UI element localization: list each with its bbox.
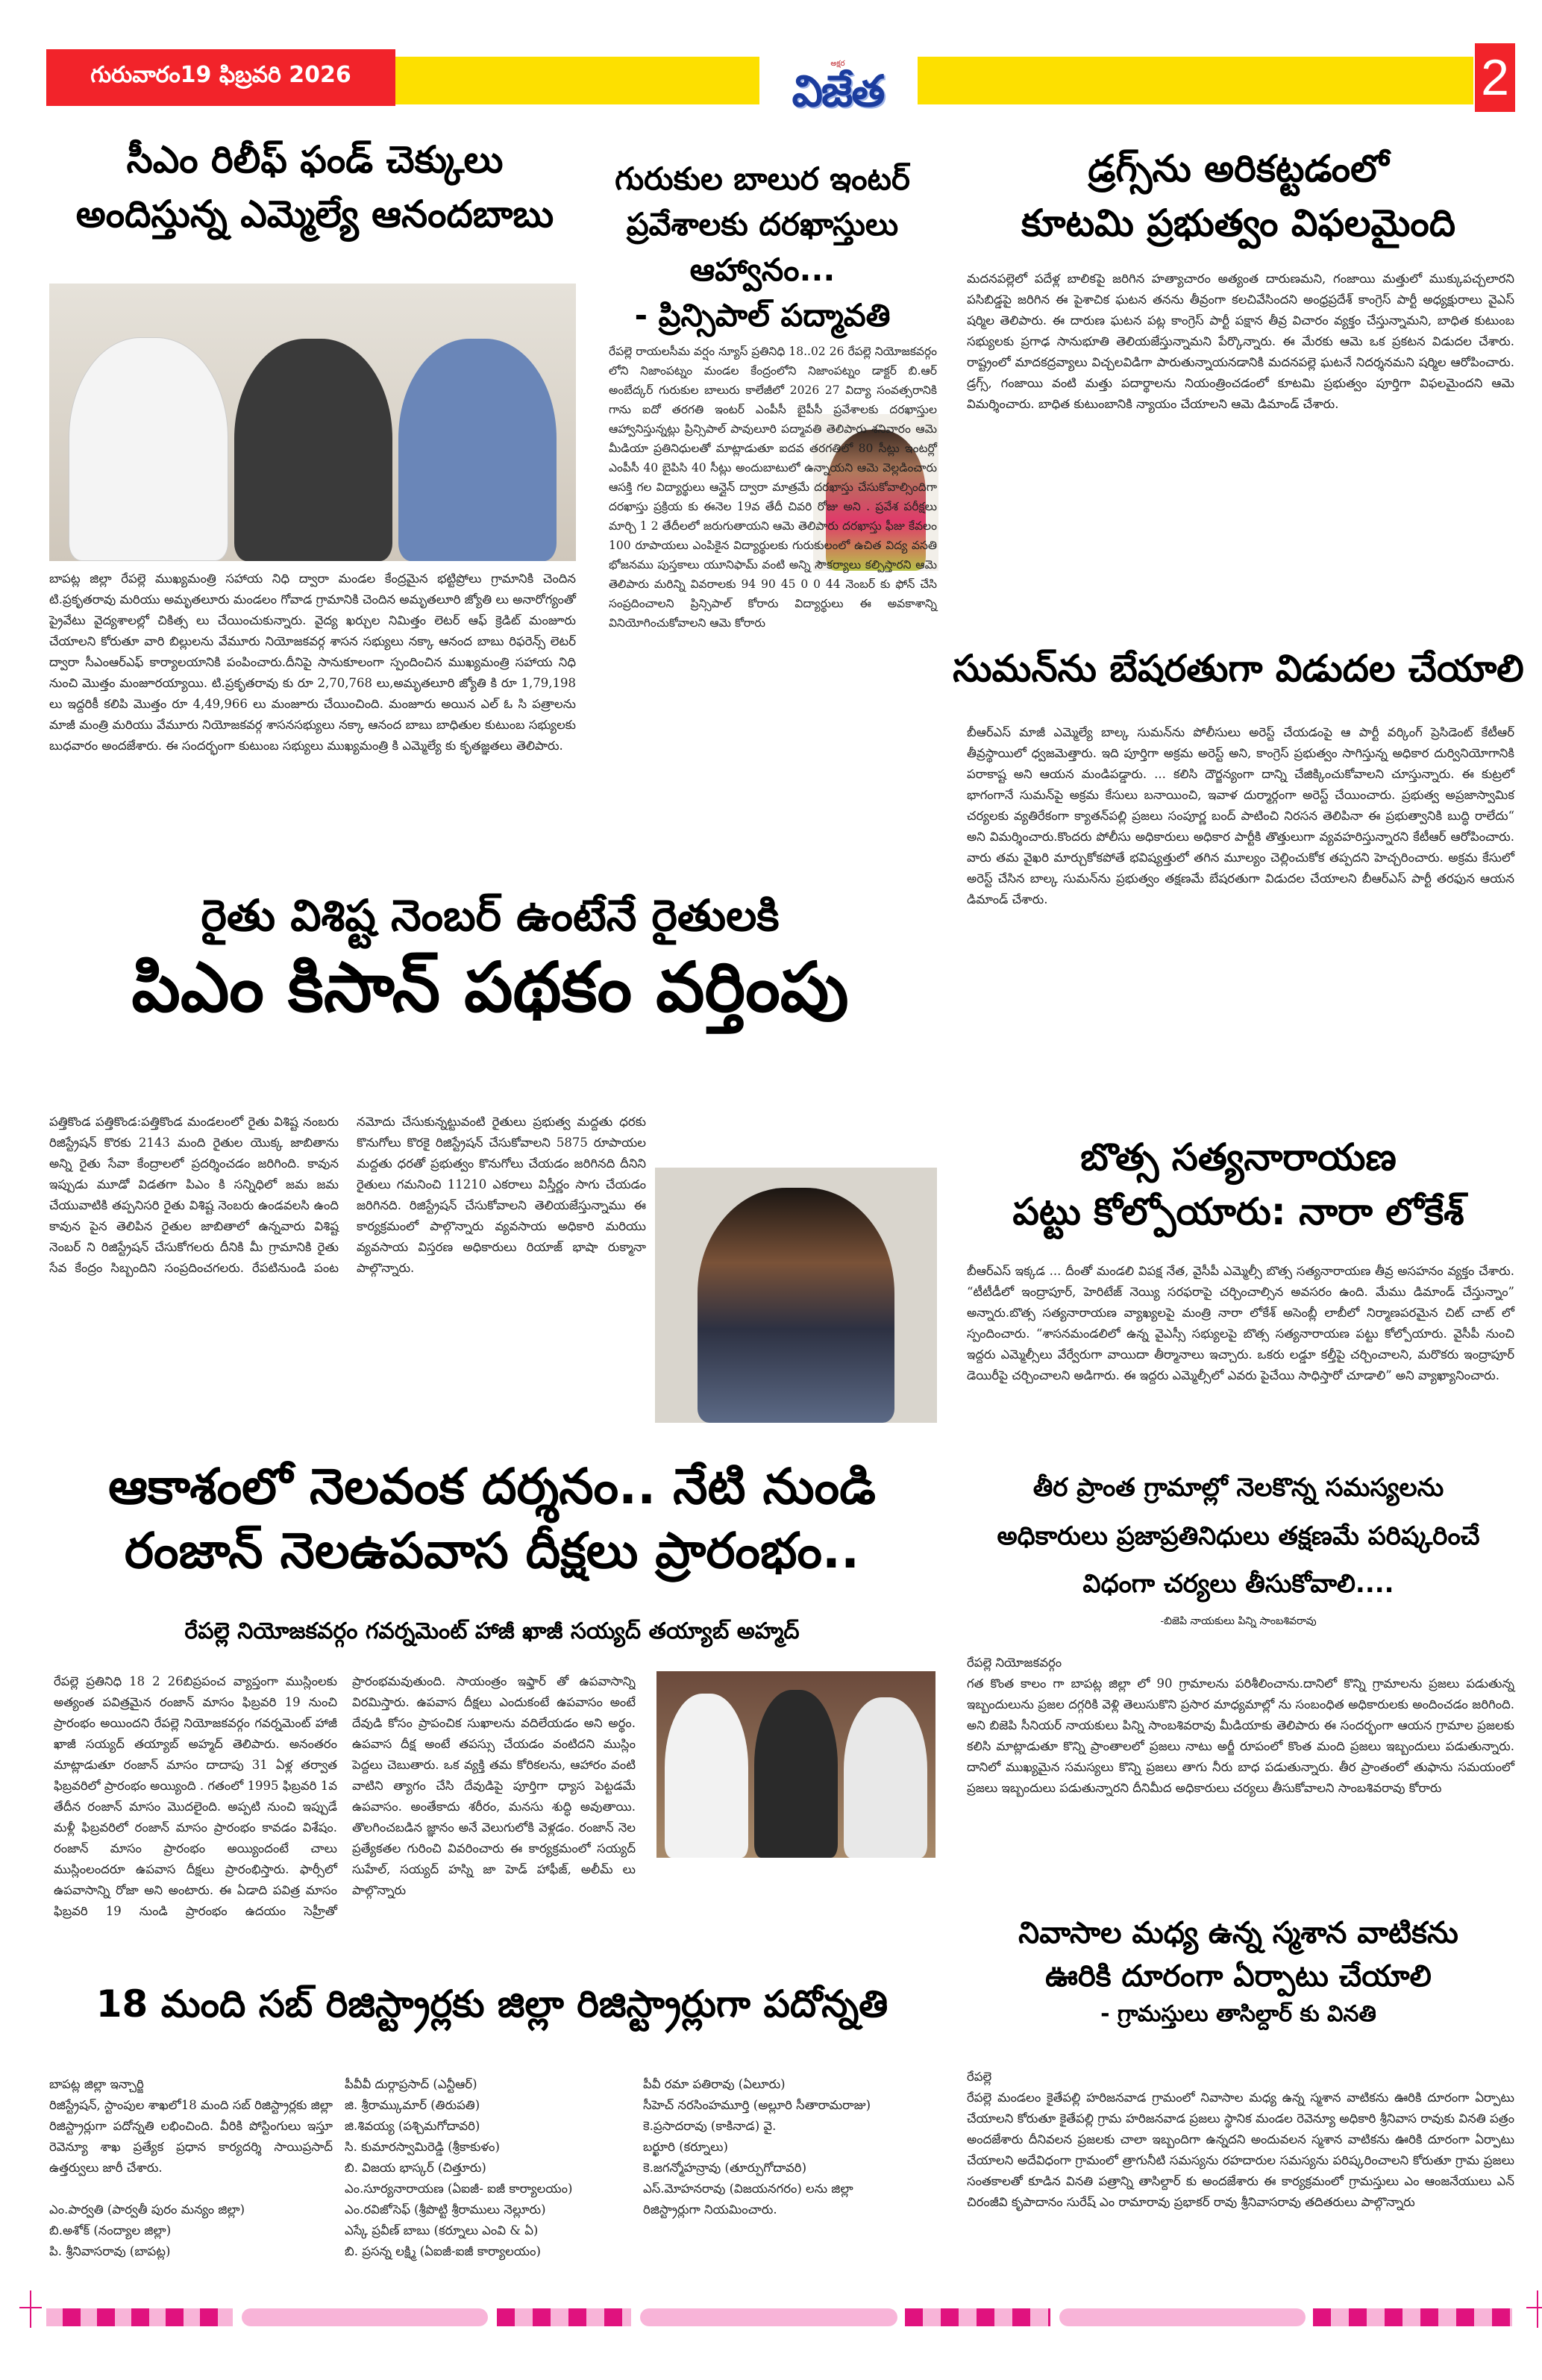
headline-line: ఆహ్వానం... (689, 251, 836, 288)
registrars-list-col1 (49, 2199, 333, 2262)
footer-decoration-bar (46, 2308, 1512, 2326)
list-item: పీవీ రమా పతిరావు (ఏలూరు) (643, 2077, 786, 2091)
ramzan-body (54, 1671, 636, 1951)
suman-headline: సుమన్‌ను బేషరతుగా విడుదల చేయాలి (953, 647, 1524, 690)
headline-line: తీర ప్రాంత గ్రామాల్లో నెలకొన్న సమస్యలను (1032, 1473, 1444, 1503)
article-text: బీఆర్ఎస్ మాజీ ఎమ్మెల్యే బాల్క సుమన్‌ను పోలీసులు అరెస్ట్ చేయడంపై ఆ పార్టీ వర్కింగ్ ప్రెసిడెంట్ కేటీఆర్ తీవ్రస్థాయిలో ధ్వజమెత్తారు. ఇది పూర్తిగా అక్రమ అరెస్ట్ అని, కాంగ్రెస్ ప్రభుత్వం సాగిస్తున్న అధికార దుర్వినియోగానికి పరాకాష్ట అని ఆయన మండిపడ్డారు. ... కలిసి దౌర్జన్యంగా దాన్ని చేజిక్కించుకోవాలని చూస్తున్నారు. ఈ కుట్రలో భాగంగానే సుమన్‌పై అక్రమ కేసులు బనాయించి, ఇవాళ దుర్మార్గంగా అరెస్ట్ చేయించారు. ప్రభుత్వ అప్రజాస్వామిక చర్యలకు వ్యతిరేకంగా క్యాతన్‌పల్లి ప్రజలు సంపూర్ణ బంద్ పాటించి నిరసన తెలిపినా ఈ ప్రభుత్వానికి బుద్ధి రాలేదు“ అని విమర్శించారు.కొందరు పోలీసు అధికారులు అధికార పార్టీకి తొత్తులుగా వ్యవహరిస్తున్నారని కేటీఆర్ ఆరోపించారు. వారు తమ వైఖరి మార్చుకోకపోతే భవిష్యత్తులో తగిన మూల్యం చెల్లించుకోక తప్పదని హెచ్చరించారు. అక్రమ కేసులో అరెస్ట్ చేసిన బాల్క సుమన్‌ను ప్రభుత్వం తక్షణమే బేషరతుగా విడుదల చేయాలని బీఆర్ఎస్ పార్టీ తరఫున ఆయన డిమాండ్ చేశారు. (967, 725, 1514, 906)
article-text: రేపల్లె రాయలసీమ వర్షం న్యూస్ ప్రతినిధి 18..02 26 రేపల్లె నియోజకవర్గం లోని నిజాంపట్నం మండల కేంద్రంలోని నిజాంపట్నం డాక్టర్ బి.ఆర్ అంబేద్కర్ గురుకుల బాలురు కాలేజీలో 2026 27 విద్యా సంవత్సరానికి గాను ఐదో తరగతి ఇంటర్ ఎంపీసీ బైపీసీ ప్రవేశాలకు దరఖాస్తుల ఆహ్వానిస్తున్నట్లు ప్రిన్సిపాల్ పావులూరి పద్మావతి తెలిపారు శనివారం ఆమె మీడియా ప్రతినిధులతో మాట్లాడుతూ ఐదవ తరగతిలో 80 సీట్లు ఇంటర్లో ఎంపీసీ 40 బైపిసి 40 సీట్లు అందుబాటులో ఉన్నాయని ఆమె వెల్లడించారు ఆసక్తి గల విద్యార్థులు ఆన్లైన్ ద్వారా మాత్రమే దరఖాస్తు చేసుకోవాల్సిందిగా దరఖాస్తు ప్రక్రియ కు ఈనెల 19వ తేదీ చివరి రోజు అని . ప్రవేశ పరీక్షలు మార్చి 1 2 తేదీలలో జరుగుతాయని ఆమె తెలిపారు దరఖాస్తు ఫీజు కేవలం 100 రూపాయలు ఎంపికైన విద్యార్థులకు గురుకులంలో ఉచిత విద్య వసతి భోజనము పుస్తకాలు యూనిఫామ్ వంటి అన్ని సౌకర్యాలు కల్పిస్తారని ఆమె తెలిపారు మరిన్ని వివరాలకు 94 90 45 0 0 44 నెంబర్ కు ఫోన్ చేసి సంప్రదించాలని ప్రిన్సిపాల్ కోరారు విద్యార్థులు ఈ అవకాశాన్ని వినియోగించుకోవాలని ఆమె కోరారు (609, 345, 937, 630)
coastal-body (967, 1653, 1514, 1799)
list-item: సి. కుమారస్వామిరెడ్డి (శ్రీకాకుళం) (345, 2140, 500, 2154)
list-item: పీవీవీ దుర్గాప్రసాద్ (ఎన్టీఆర్) (345, 2077, 477, 2091)
cremation-body (967, 2067, 1514, 2213)
issue-date: గురువారం19 ఫిబ్రవరి 2026 (46, 49, 395, 106)
headline-line: అందిస్తున్న ఎమ్మెల్యే ఆనందబాబు (75, 192, 554, 236)
logo-title: విజేత (792, 66, 884, 116)
list-item: రిజిస్ట్రార్లుగా నియమించారు. (643, 2202, 777, 2217)
cm-relief-body (49, 569, 576, 757)
list-item: ఎస్.మోహనరావు (విజయనగరం) లను జిల్లా (643, 2182, 853, 2196)
headline-line: డ్రగ్స్‌ను అరికట్టడంలో (1088, 147, 1389, 190)
headline-line: నివాసాల మధ్య ఉన్న స్మశాన వాటికను (1018, 1916, 1458, 1950)
headline-line: గురుకుల బాలుర ఇంటర్ (615, 160, 910, 197)
masthead-bar-right (918, 57, 1473, 104)
headline-line: కూటమి ప్రభుత్వం విఫలమైంది (1021, 201, 1456, 245)
list-item: బి. విజయ భాస్కర్ (చిత్తూరు) (345, 2161, 486, 2175)
ramzan-subheadline: రేపల్లె నియోజకవర్గం గవర్నమెంట్ హాజీ ఖాజీ సయ్యద్ తయ్యాబ్ అహ్మద్ (184, 1618, 800, 1644)
headline-line: రైతు విశిష్ట నెంబర్ ఉంటేనే రైతులకి (201, 890, 780, 941)
pm-kisan-photo (655, 1168, 937, 1423)
list-item: బి.అశోక్ (నంద్యాల జిల్లా) (49, 2223, 172, 2237)
headline-line: సీఎం రిలీఫ్ ఫండ్ చెక్కులు (126, 138, 504, 181)
registrars-list-col3 (643, 2074, 934, 2220)
list-item: జి. శ్రీరామ్కుమార్ (తిరుపతి) (345, 2098, 480, 2112)
headline-line: రంజాన్ నెలఉపవాస దీక్షలు ప్రారంభం.. (124, 1521, 860, 1579)
crop-mark-left (30, 2290, 31, 2328)
list-item: కె.జగన్మోహన్రావు (తూర్పుగోదావరి) (643, 2161, 807, 2175)
list-item: ఎం.రవిజోసెఫ్ (శ్రీపొట్టి శ్రీరాములు నెల్లూరు) (345, 2202, 546, 2217)
article-text: రిజిస్ట్రేషన్, స్టాంపుల శాఖలో18 మంది సబ్ రిజిస్ట్రార్లకు జిల్లా రిజిస్ట్రార్లుగా పదోన్నతి లభించింది. వీరికి పోస్టింగులు ఇస్తూ రెవెన్యూ శాఖ ప్రత్యేక ప్రధాన కార్యదర్శి సాయిప్రసాద్ ఉత్తర్వులు జారీ చేశారు. (49, 2098, 333, 2175)
headline-line: - గ్రామస్తులు తాసిల్దార్ కు వినతి (1100, 2001, 1376, 2027)
registrars-headline: 18 మంది సబ్ రిజిస్ట్రార్లకు జిల్లా రిజిస్ట్రార్లుగా పదోన్నతి (95, 1982, 888, 2026)
botsa-body (967, 1261, 1514, 1386)
list-item: జి.శివయ్య (పశ్చిమగోదావరి) (345, 2119, 480, 2133)
cm-relief-photo (49, 284, 576, 561)
drugs-headline (947, 142, 1529, 250)
dateline: రేపల్లె నియోజకవర్గం (967, 1656, 1062, 1670)
ramzan-photo (656, 1671, 935, 1858)
cm-relief-headline (46, 133, 583, 241)
dateline: బాపట్ల జిల్లా ఇన్చార్జి (49, 2077, 144, 2091)
headline-line: బొత్స సత్యనారాయణ (1080, 1136, 1397, 1179)
newspaper-logo (759, 52, 916, 119)
masthead-bar-left (395, 57, 759, 104)
article-text: పత్తికొండ పత్తికొండ:పత్తికొండ మండలంలో రైతు విశిష్ట నంబరు రిజిస్ట్రేషన్ కొరకు 2143 మంది రైతుల యొక్క జాబితాను అన్ని రైతు సేవా కేంద్రాలలో ప్రదర్శించడం జరిగింది. కావున ఇప్పుడు మూడో విడతగా పిఎం కి సన్నిధిలో జమ జమ చేయువాటికి తప్పనిసరి రైతు విశిష్ట నెంబరు ఉండవలసి ఉంది కావున పైన తెలిపిన రైతుల జాబితాలో ఉన్నవారు విశిష్ట నెంబర్ ని రిజిస్ట్రేషన్ చేసుకోగలరు దీనికి మీ గ్రామానికి రైతు సేవ కేంద్రం సిబ్బందిని సంప్రదించగలరు. రేపటినుండి పంట నమోదు చేసుకున్నట్టువంటి రైతులు ప్రభుత్వ మద్దతు ధరకు కొనుగోలు కొరకై రిజిస్ట్రేషన్ చేసుకోవాలని 5875 రూపాయల మద్దతు ధరతో ప్రభుత్వం కొనుగోలు చేయడం జరిగినది దీనిని రైతులు గమనించి 11210 ఎకరాలు విస్తీర్ణం సాగు చేయడం జరిగినది. రిజిస్ట్రేషన్ చేసుకోవాలని తెలియజేస్తున్నాము ఈ కార్యక్రమంలో పాల్గొన్నారు వ్యవసాయ అధికారి మరియు వ్యవసాయ విస్తరణ అధికారులు రియాజ్ భాషా రుక్మానా పాల్గొన్నారు. (49, 1115, 646, 1275)
headline-line: పట్టు కోల్పోయారు: నారా లోకేశ్ (1012, 1189, 1464, 1233)
coastal-byline: -బిజెపి నాయకులు పిన్ని సాంబశివరావు (1160, 1615, 1317, 1627)
dateline: రేపల్లె (967, 2070, 992, 2084)
page-number: 2 (1475, 43, 1515, 112)
list-item: కె.ప్రసాదరావు (కాకినాడ) వై. (643, 2119, 777, 2133)
logo-tagline: అక్షర (830, 60, 845, 68)
article-text: బాపట్ల జిల్లా రేపల్లె ముఖ్యమంత్రి సహాయ నిధి ద్వారా మండల కేంద్రమైన భట్టిప్రోలు గ్రామానికి చెందిన టి.ప్రకృతరావు మరియు అమృతలూరు మండలం గోవాడ గ్రామానికి చెందిన అమృతలూరి జ్యోతి లు అనారోగ్యంతో ప్రైవేటు వైద్యశాలల్లో చికిత్స లు చేయించుకున్నారు. వైద్య ఖర్చుల నిమిత్తం లెటర్ ఆఫ్ క్రెడిట్ మంజూరు చేయాలని కోరుతూ వారి బిల్లులను వేమూరు నియోజకవర్గ శాసన సభ్యులు నక్కా ఆనంద బాబు రిఫరెన్స్ లెటర్ ద్వారా సీఎంఆర్ఎఫ్ కార్యాలయానికి పంపించారు.దీనిపై సానుకూలంగా స్పందించిన ముఖ్యమంత్రి సహాయ నిధి నుంచి మొత్తం మంజూరయ్యాయి. టి.ప్రకృతరావు కు రూ 2,70,768 లు,అమృతలూరి జ్యోతి కి రూ 1,79,198 లు ఇద్దరికీ కలిపి మొత్తం రూ 4,49,966 లు మంజూరు చేయించింది. మంజూరు అయిన ఎల్ ఓ సి పత్రాలను మాజీ మంత్రి మరియు వేమూరు నియోజకవర్గ శాసనసభ్యులు నక్కా ఆనంద బాబు బాధితుల కుటుంబ సభ్యులకు బుధవారం అందజేశారు. ఈ సందర్భంగా కుటుంబ సభ్యులు ముఖ్యమంత్రి కి ఎమ్మెల్యే కు కృతజ్ఞతలు తెలిపారు. (49, 571, 576, 753)
headline-line: - ప్రిన్సిపాల్ పద్మావతి (634, 296, 891, 333)
coastal-headline (947, 1464, 1529, 1609)
list-item: బర్ఖూరి (కర్నూలు) (643, 2140, 728, 2154)
botsa-headline (947, 1130, 1529, 1238)
crop-mark-right (1537, 2290, 1538, 2328)
ramzan-headline (46, 1455, 938, 1583)
list-item: ఎం.సూర్యనారాయణ (ఏఐజీ- ఐజీ కార్యాలయం) (345, 2182, 573, 2196)
gurukula-body (609, 342, 937, 633)
list-item: ఎస్కే ప్రవీణ్ బాబు (కర్నూలు ఎంవి & ఏ) (345, 2223, 539, 2237)
headline-line: విధంగా చర్యలు తీసుకోవాలి.... (1082, 1569, 1394, 1600)
registrars-intro (49, 2074, 333, 2179)
article-text: రేపల్లె మండలం కైతేపల్లి హరిజనవాడ గ్రామంలో నివాసాల మధ్య ఉన్న స్మశాన వాటికను ఊరికి దూరంగా ఏర్పాటు చేయాలని కోరుతూ కైతేపల్లి గ్రామ హరిజనవాడ ప్రజలు స్థానిక మండల రెవెన్యూ అధికారి శ్రీనివాస రావుకు వినతి పత్రం అందజేశారు దీనివలన ప్రజలకు చాలా ఇబ్బందిగా ఉన్నదని అందువలన స్మశాన వాటికను ఊరికి దూరంగా ఏర్పాటు చేయాలని అదేవిధంగా గ్రామంలో త్రాగునీటి సమస్యను రహదారుల సమస్యను పరిష్కరించాలని కోరుతూ గ్రామ ప్రజలు సంతకాలతో కూడిన వినతి పత్రాన్ని తాసిల్దార్ కు అందజేశారు ఈ కార్యక్రమంలో గ్రామస్తులు ఎం ఆంజనేయులు ఎన్ చిరంజీవి కృపాదానం సురేష్ ఎం రామారావు ప్రభాకర్ రావు శ్రీనివాసరావు తదితరులు పాల్గొన్నారు (967, 2091, 1514, 2209)
headline-line: పిఎం కిసాన్ పథకం వర్తింపు (131, 948, 849, 1028)
cremation-headline (947, 1911, 1529, 2031)
headline-line: ప్రవేశాలకు దరఖాస్తులు (626, 205, 899, 242)
list-item: పి. శ్రీనివాసరావు (బాపట్ల) (49, 2244, 171, 2258)
headline-line: ఊరికి దూరంగా ఏర్పాటు చేయాలి (1045, 1959, 1432, 1994)
suman-body (967, 722, 1514, 910)
article-text: రేపల్లె ప్రతినిధి 18 2 26బిప్రపంచ వ్యాప్తంగా ముస్లింలకు అత్యంత పవిత్రమైన రంజాన్ మాసం ఫిబ్రవరి 19 నుంచి ప్రారంభం అయిందని రేపల్లె నియోజకవర్గం గవర్నమెంట్ హాజీ ఖాజీ సయ్యద్ తయ్యాబ్ అహ్మద్ తెలిపారు. అనంతరం మాట్లాడుతూ రంజాన్ మాసం దాదాపు 31 ఏళ్ల తర్వాత ఫిబ్రవరిలో ప్రారంభం అయ్యింది . గతంలో 1995 ఫిబ్రవరి 1వ తేదీన రంజాన్ మాసం మొదలైంది. అప్పటి నుంచి ఇప్పుడే మళ్లీ ఫిబ్రవరిలో రంజాన్ మాసం ప్రారంభం కావడం విశేషం. రంజాన్ మాసం ప్రారంభం అయ్యిందంటే చాలు ముస్లింలందరూ ఉపవాస దీక్షలు ప్రారంభిస్తారు. ఫార్సీలో ఉపవాసాన్ని రోజా అని అంటారు. ఈ ఏడాది పవిత్ర మాసం ఫిబ్రవరి 19 నుండి ప్రారంభం ఉదయం సెహ్రీతో ప్రారంభమవుతుంది. సాయంత్రం ఇఫ్తార్ తో ఉపవాసాన్ని విరమిస్తారు. ఉపవాస దీక్షలు ఎందుకంటే ఉపవాసం అంటే దేవుడి కోసం ప్రాపంచిక సుఖాలను వదిలేయడం అని అర్థం. ఉపవాస దీక్ష అంటే తపస్సు చేయడం వంటిదని ముస్లిం పెద్దలు చెబుతారు. ఒక వ్యక్తి తమ కోరికలను, ఆహారం వంటి వాటిని త్యాగం చేసి దేవుడిపై పూర్తిగా ధ్యాస పెట్టడమే ఉపవాసం. అంతేకాదు శరీరం, మనసు శుద్ధి అవుతాయి. తొలగించబడిన జ్ఞానం అనే వెలుగులోకి వెళ్లడం. రంజాన్ నెల ప్రత్యేకతల గురించి వివరించారు ఈ కార్యక్రమంలో సయ్యద్ సుహేల్, సయ్యద్ హస్ని జా హెడ్ హాఫీజ్, అలీమ్ లు పాల్గొన్నారు (54, 1674, 636, 1918)
gurukula-headline (591, 157, 934, 339)
article-text: గత కొంత కాలం గా బాపట్ల జిల్లా లో 90 గ్రామాలను పరిశీలించాను.దానిలో కొన్ని గ్రామాలను ప్రజలు పడుతున్న ఇబ్బందులును ప్రజల దగ్గరికి వెళ్లి తెలుసుకొని ప్రసార మాధ్యమాల్లో ను సంబంధిత అధికారులకు అందించడం జరిగింది. అని బిజెపి సీనియర్ నాయకులు పిన్ని సాంబశివరావు మీడియాకు తెలిపారు ఈ సందర్భంగా ఆయన గ్రామాల ప్రజలకు కలిసి మాట్లాడుతూ కొన్ని ప్రాంతాలలో ప్రజలు నాటు అర్జీ రూపంలో కొంత మంది ప్రజలు ఇబ్బందులు పడుతున్నారు. దానిలో ముఖ్యమైన సమస్యలు కొన్ని ప్రజలు తాగు నీరు బాధ పడుతున్నారు. తీర ప్రాంతంలో తుఫాను సమయంలో ప్రజలు ఇబ్బందులు పడుతున్నారని దీనిమీద అధికారులు చర్యలు తీసుకోవాలని సాంబశివరావు కోరారు (967, 1676, 1514, 1795)
article-text: మదనపల్లెలో పదేళ్ల బాలికపై జరిగిన హత్యాచారం అత్యంత దారుణమని, గంజాయి మత్తులో ముక్కుపచ్చలారని పసిబిడ్డపై జరిగిన ఈ పైశాచిక ఘటన తనను తీవ్రంగా కలచివేసిందని అంధ్రప్రదేశ్ కాంగ్రెస్ పార్టీ అధ్యక్షురాలు వైఎస్ షర్మిల తెలిపారు. ఈ దారుణ ఘటన పట్ల కాంగ్రెస్ పార్టీ పక్షాన తీవ్ర విచారం వ్యక్తం చేస్తున్నామని, బాధిత కుటుంబ సభ్యులకు ప్రగాఢ సానుభూతి తెలియజేస్తున్నామని పేర్కొన్నారు. ఈ మేరకు ఆమె ఒక ప్రకటన విడుదల చేశారు. రాష్ట్రంలో మాదకద్రవ్యాలు విచ్చలవిడిగా పారుతున్నాయనడానికి మదనపల్లె ఘటనే నిదర్శనమని షర్మిల ఆరోపించారు. డ్రగ్స్, గంజాయి వంటి మత్తు పదార్థాలను నియంత్రించడంలో కూటమి ప్రభుత్వం పూర్తిగా విఫలమైందని ఆమె విమర్శించారు. బాధిత కుటుంబానికి న్యాయం చేయాలని ఆమె డిమాండ్ చేశారు. (967, 272, 1514, 411)
pm-kisan-body (49, 1112, 646, 1410)
list-item: సీహెచ్ నరసింహమూర్తి (అల్లూరి సీతారామరాజు) (643, 2098, 871, 2112)
article-text: బీఆర్ఎస్ ఇక్కడ ... దీంతో మండలి విపక్ష నేత, వైసీపీ ఎమ్మెల్సీ బొత్స సత్యనారాయణ తీవ్ర అసహనం వ్యక్తం చేశారు. “టీటీడీలో ఇంద్రాపూర్, హెరిటేజ్ నెయ్యి సరఫరాపై చర్చించాల్సిన అవసరం ఉంది. మేము డిమాండ్ చేస్తున్నాం” అన్నారు.బొత్స సత్యనారాయణ వ్యాఖ్యలపై మంత్రి నారా లోకేశ్ అసెంబ్లీ లాబీలో నిర్మాణపరమైన చిట్ చాట్ లో స్పందించారు. “శాసనమండలిలో ఉన్న వైఎస్సీ సభ్యులపై బొత్స సత్యనారాయణ పట్టు కోల్పోయారు. వైసీపీ నుంచి ఇద్దరు ఎమ్మెల్సీలు వేర్వేరుగా వాయిదా తీర్మానాలు ఇచ్చారు. ఒకరు లడ్డూ కల్తీపై చర్చించాలని, మరొకరు ఇంద్రాపూర్ డెయిరీపై చర్చించాలని అడిగారు. ఈ ఇద్దరు ఎమ్మెల్సీలో ఎవరు పైచేయి సాధిస్తారో చూడాలి” అని వ్యాఖ్యానించారు. (967, 1264, 1514, 1382)
list-item: ఎం.పార్వతి (పార్వతీ పురం మన్యం జిల్లా) (49, 2202, 245, 2217)
headline-line: ఆకాశంలో నెలవంక దర్శనం.. నేటి నుండి (108, 1458, 876, 1515)
list-item: బి. ప్రసన్న లక్ష్మి (ఏఐజీ-ఐజీ కార్యాలయం) (345, 2244, 541, 2258)
registrars-list-col2 (345, 2074, 628, 2262)
pm-kisan-headline (46, 884, 934, 1029)
headline-line: అధికారులు ప్రజాప్రతినిధులు తక్షణమే పరిష్కరించే (997, 1521, 1480, 1551)
drugs-body (967, 269, 1514, 415)
